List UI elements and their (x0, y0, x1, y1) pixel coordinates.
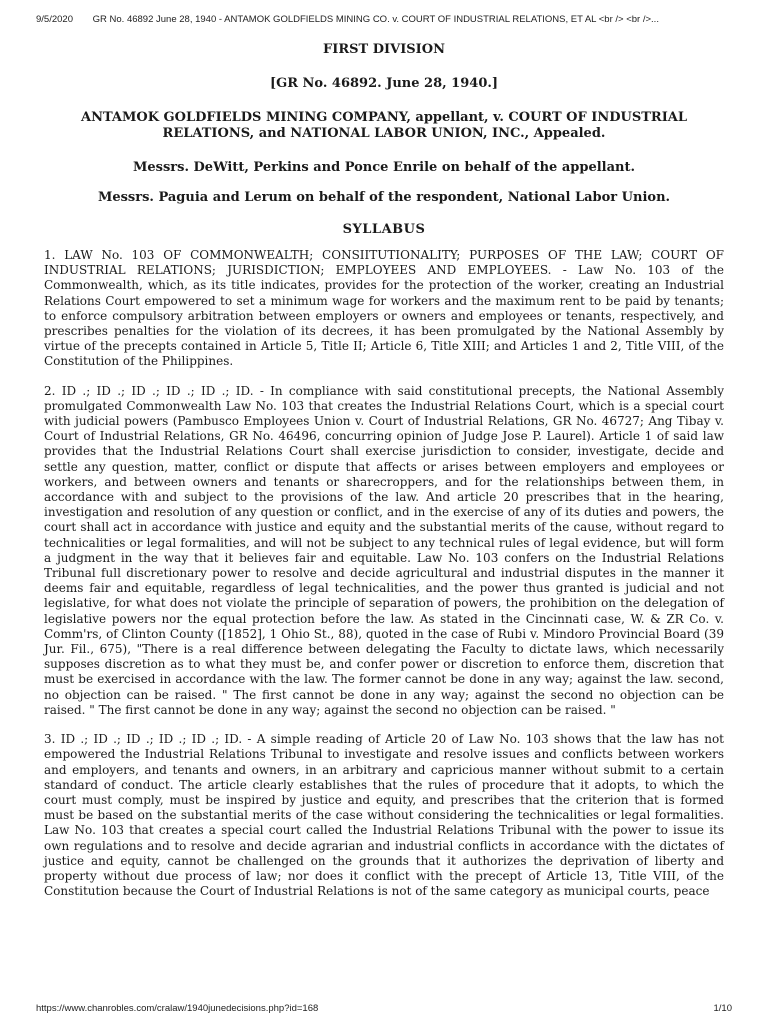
counsel-appellant: Messrs. DeWitt, Perkins and Ponce Enrile on behalf of the appellant. (133, 160, 635, 175)
case-caption: ANTAMOK GOLDFIELDS MINING COMPANY, appellant, v. COURT OF INDUSTRIAL RELATIONS, and NATIONAL LABOR UNION, INC., Appealed. (81, 110, 687, 141)
print-date: 9/5/2020 (36, 14, 73, 25)
document-content (44, 42, 724, 899)
print-footer (36, 1003, 732, 1014)
syllabus-paragraph-3: 3. ID .; ID .; ID .; ID .; ID .; ID. - A simple reading of Article 20 of Law No. 103 shows that the law has not empowered the Industrial Relations Tribunal to investigate and resolve issues and conflicts between workers and employers, and tenants and owners, in an arbitrary and capricious manner without submit to a certain standard of conduct. The article clearly establishes that the rules of procedure that it adopts, to which the court must comply, must be inspired by justice and equity, and prescribes that the criterion that is formed must be based on the substantial merits of the case without considering the technicalities or legal formalities. Law No. 103 that creates a special court called the Industrial Relations Tribunal with the power to issue its own regulations and to resolve and decide agrarian and industrial conflicts in accordance with the dictates of justice and equity, cannot be challenged on the grounds that it authorizes the deprivation of liberty and property without due process of law; nor does it conflict with the precept of Article 13, Title VIII, of the Constitution because the Court of Industrial Relations is not of the same category as municipal courts, peace (44, 732, 724, 899)
syllabus-heading: SYLLABUS (342, 222, 426, 237)
division-heading: FIRST DIVISION (323, 42, 445, 57)
source-url: https://www.chanrobles.com/cralaw/1940junedecisions.php?id=168 (36, 1003, 319, 1014)
print-page-title: GR No. 46892 June 28, 1940 - ANTAMOK GOLDFIELDS MINING CO. v. COURT OF INDUSTRIAL RELATIONS, ET AL <br /> <br />... (92, 14, 659, 25)
gr-number: [GR No. 46892. June 28, 1940.] (269, 76, 499, 91)
syllabus-paragraph-1: 1. LAW No. 103 OF COMMONWEALTH; CONSIITUTIONALITY; PURPOSES OF THE LAW; COURT OF INDUSTRIAL RELATIONS; JURISDICTION; EMPLOYEES AND EMPLOYEES. - Law No. 103 of the Commonwealth, which, as its title indicates, provides for the protection of the worker, creating an Industrial Relations Court empowered to set a minimum wage for workers and the maximum rent to be paid by tenants; to enforce compulsory arbitration between employers or owners and employees or tenants, respectively, and prescribes penalties for the violation of its decrees, it has been promulgated by the National Assembly by virtue of the precepts contained in Article 5, Title II; Article 6, Title XIII; and Articles 1 and 2, Title VIII, of the Constitution of the Philippines. (44, 248, 724, 369)
page-number: 1/10 (713, 1003, 732, 1014)
print-header (36, 14, 732, 25)
counsel-respondent: Messrs. Paguia and Lerum on behalf of the respondent, National Labor Union. (97, 190, 671, 205)
syllabus-paragraph-2: 2. ID .; ID .; ID .; ID .; ID .; ID. - In compliance with said constitutional precepts, the National Assembly promulgated Commonwealth Law No. 103 that creates the Industrial Relations Court, which is a special court with judicial powers (Pambusco Employees Union v. Court of Industrial Relations, GR No. 46727; Ang Tibay v. Court of Industrial Relations, GR No. 46496, concurring opinion of Judge Jose P. Laurel). Article 1 of said law provides that the Industrial Relations Court shall exercise jurisdiction to consider, investigate, decide and settle any question, matter, conflict or dispute that affects or arises between employers and employees or workers, and between owners and tenants or sharecroppers, and for the relationships between them, in accordance with and subject to the provisions of the law. And article 20 prescribes that in the hearing, investigation and resolution of any question or conflict, and in the exercise of any of its duties and powers, the court shall act in accordance with justice and equity and the substantial merits of the cause, without regard to technicalities or legal formalities, and will not be subject to any technical rules of legal evidence, but will form a judgment in the way that it believes fair and equitable. Law No. 103 confers on the Industrial Relations Tribunal full discretionary power to resolve and decide agricultural and industrial disputes in the manner it deems fair and equitable, regardless of legal technicalities, and the power thus granted is judicial and not legislative, for what does not violate the principle of separation of powers, the prohibition on the delegation of legislative powers nor the equal protection before the law. As stated in the Cincinnati case, W. & ZR Co. v. Comm'rs, of Clinton County ([1852], 1 Ohio St., 88), quoted in the case of Rubi v. Mindoro Provincial Board (39 Jur. Fil., 675), "There is a real difference between delegating the Faculty to dictate laws, which necessarily supposes discretion as to what they must be, and confer power or discretion to enforce them, discretion that must be exercised in accordance with the law. The former cannot be done in any way; against the law. second, no objection can be raised. " The first cannot be done in any way; against the second no objection can be raised. " The first cannot be done in any way; against the second no objection can be raised. " (44, 383, 724, 717)
